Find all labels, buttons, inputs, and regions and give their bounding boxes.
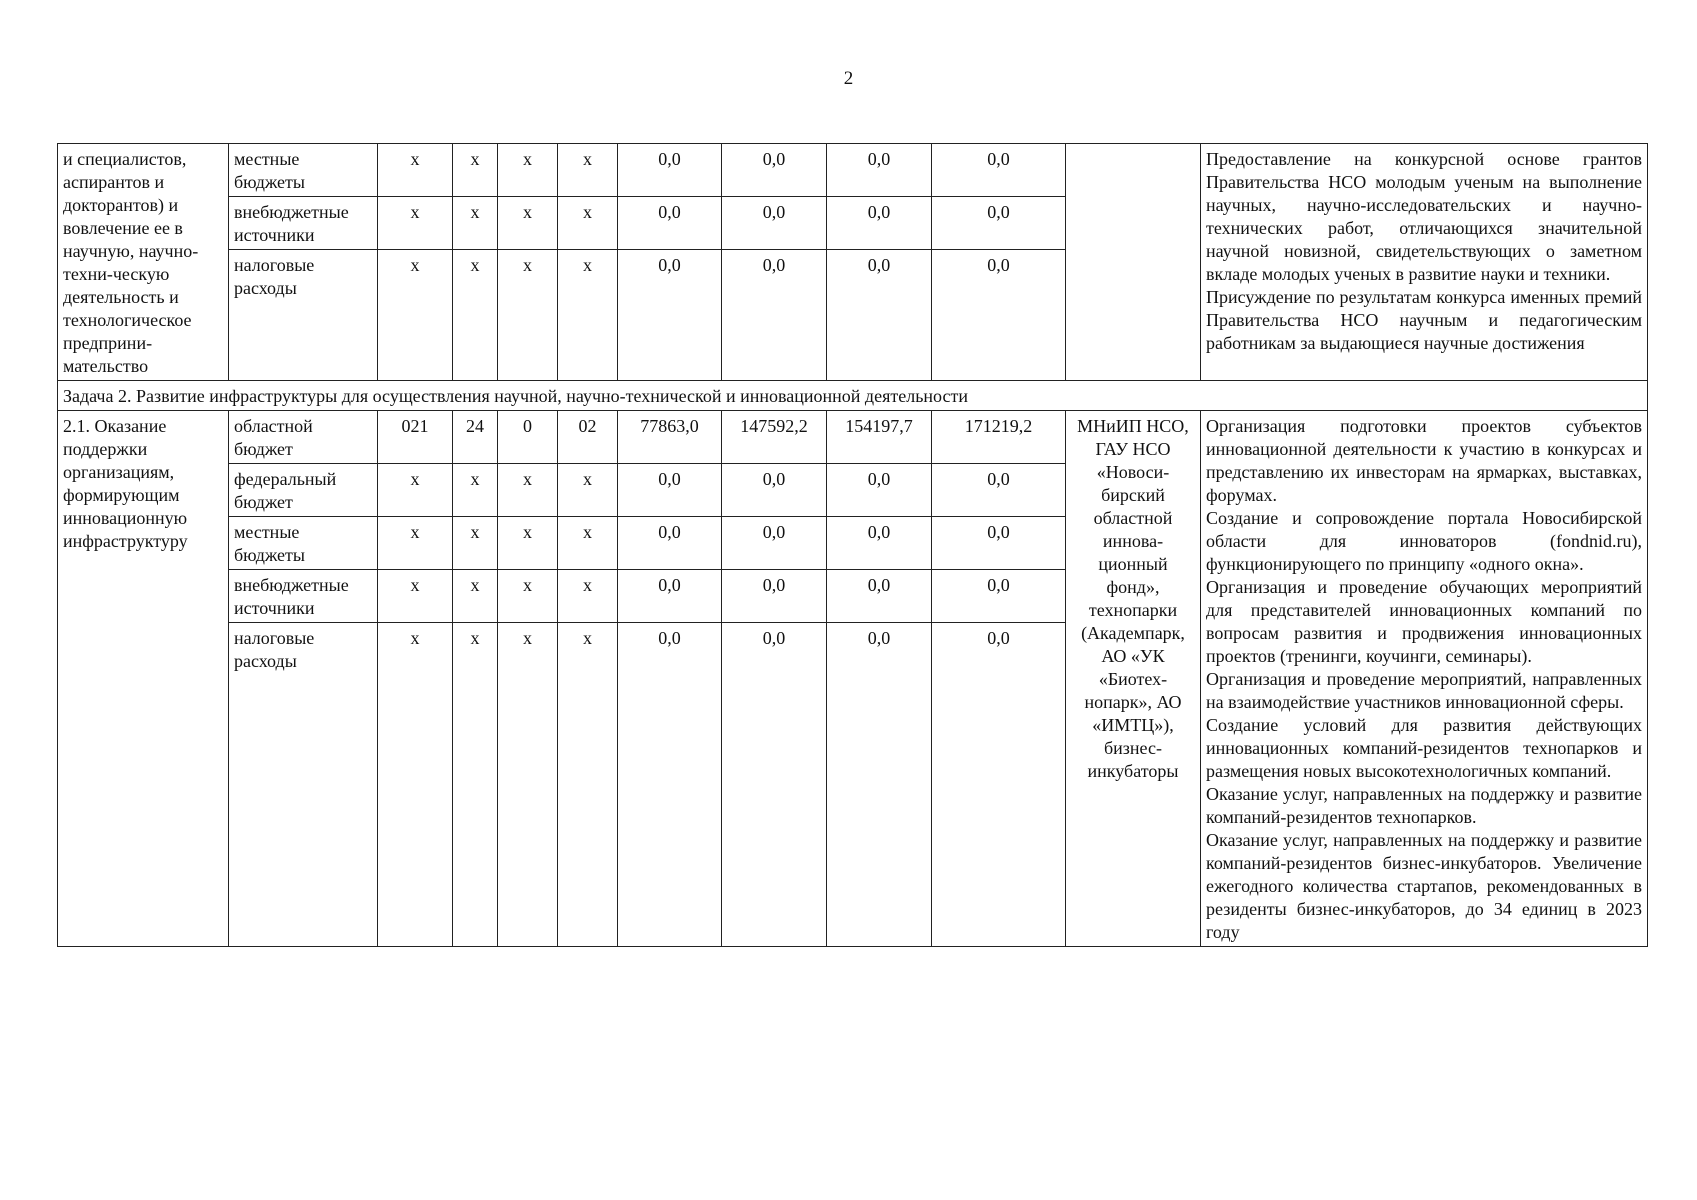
amount-cell: 0,0: [827, 144, 932, 197]
amount-cell: 0,0: [932, 197, 1066, 250]
code-cell: х: [558, 250, 618, 381]
result-item: Присуждение по результатам конкурса именных премий Правительства НСО научным и педагогическим работникам за выдающиеся научные достижения: [1206, 287, 1642, 353]
amount-cell: 0,0: [722, 197, 827, 250]
amount-cell: 77863,0: [618, 411, 722, 464]
code-cell: х: [558, 623, 618, 947]
code-cell: 24: [453, 411, 498, 464]
executor-cell: [1066, 144, 1201, 381]
result-item: Организация и проведение мероприятий, направленных на взаимодействие участников инновационной сферы.: [1206, 669, 1642, 712]
result-item: Оказание услуг, направленных на поддержку и развитие компаний-резидентов бизнес-инкубаторов. Увеличение ежегодного количества стартапов, рекомендованных в резиденты бизнес-инкубаторов, до 34 единиц в 2023 году: [1206, 830, 1642, 942]
table-row: [58, 411, 1648, 464]
amount-cell: 0,0: [932, 570, 1066, 623]
source-cell: местные бюджеты: [229, 517, 378, 570]
code-cell: х: [453, 197, 498, 250]
code-cell: х: [378, 250, 453, 381]
code-cell: х: [498, 250, 558, 381]
amount-cell: 0,0: [932, 144, 1066, 197]
amount-cell: 154197,7: [827, 411, 932, 464]
result-item: Оказание услуг, направленных на поддержку и развитие компаний-резидентов технопарков.: [1206, 784, 1642, 827]
code-cell: х: [558, 517, 618, 570]
task-heading: Задача 2. Развитие инфраструктуры для осуществления научной, научно-технической и инновационной деятельности: [58, 381, 1648, 411]
code-cell: х: [453, 517, 498, 570]
executor-cell: МНиИП НСО, ГАУ НСО «Новоси-бирский областной иннова-ционный фонд», технопарки (Академпарк, АО «УК «Биотех-нопарк», АО «ИМТЦ»), бизнес-инкубаторы: [1066, 411, 1201, 947]
code-cell: х: [558, 144, 618, 197]
measure-cell: 2.1. Оказание поддержки организациям, формирующим инновационную инфраструктуру: [58, 411, 229, 947]
code-cell: х: [378, 464, 453, 517]
source-cell: внебюджетные источники: [229, 197, 378, 250]
amount-cell: 0,0: [618, 144, 722, 197]
amount-cell: 0,0: [722, 570, 827, 623]
amount-cell: 0,0: [722, 464, 827, 517]
source-cell: внебюджетные источники: [229, 570, 378, 623]
results-cell: [1201, 144, 1648, 381]
code-cell: х: [378, 144, 453, 197]
code-cell: 0: [498, 411, 558, 464]
amount-cell: 0,0: [722, 250, 827, 381]
result-item: Создание условий для развития действующих инновационных компаний-резидентов технопарков и размещения новых высокотехнологичных компаний.: [1206, 715, 1642, 781]
amount-cell: 171219,2: [932, 411, 1066, 464]
code-cell: х: [378, 570, 453, 623]
code-cell: х: [498, 464, 558, 517]
source-cell: областной бюджет: [229, 411, 378, 464]
amount-cell: 0,0: [618, 517, 722, 570]
amount-cell: 0,0: [722, 623, 827, 947]
amount-cell: 0,0: [827, 250, 932, 381]
table-row: [58, 381, 1648, 411]
code-cell: 021: [378, 411, 453, 464]
amount-cell: 0,0: [827, 197, 932, 250]
amount-cell: 0,0: [932, 623, 1066, 947]
amount-cell: 0,0: [722, 144, 827, 197]
code-cell: х: [558, 464, 618, 517]
amount-cell: 0,0: [827, 464, 932, 517]
amount-cell: 0,0: [618, 623, 722, 947]
code-cell: х: [453, 570, 498, 623]
code-cell: х: [558, 197, 618, 250]
results-cell: [1201, 411, 1648, 947]
amount-cell: 0,0: [618, 570, 722, 623]
amount-cell: 147592,2: [722, 411, 827, 464]
code-cell: х: [453, 464, 498, 517]
amount-cell: 0,0: [827, 570, 932, 623]
code-cell: х: [378, 623, 453, 947]
amount-cell: 0,0: [932, 464, 1066, 517]
amount-cell: 0,0: [618, 250, 722, 381]
result-item: Организация подготовки проектов субъектов инновационной деятельности к участию в конкурсах и представлению их инвесторам на ярмарках, выставках, форумах.: [1206, 416, 1642, 505]
code-cell: х: [498, 570, 558, 623]
page-number: 2: [843, 68, 854, 89]
source-cell: налоговые расходы: [229, 623, 378, 947]
amount-cell: 0,0: [827, 623, 932, 947]
code-cell: х: [453, 250, 498, 381]
code-cell: х: [498, 623, 558, 947]
goal-cell: и специалистов, аспирантов и докторантов) и вовлечение ее в научную, научно-техни-ческую деятельность и технологическое предприни-мательство: [58, 144, 229, 381]
result-item: Создание и сопровождение портала Новосибирской области для инноваторов (fondnid.ru), функционирующего по принципу «одного окна».: [1206, 508, 1642, 574]
code-cell: х: [453, 623, 498, 947]
result-item: Организация и проведение обучающих мероприятий для представителей инновационных компаний по вопросам развития и продвижения инновационных проектов (тренинги, коучинги, семинары).: [1206, 577, 1642, 666]
code-cell: х: [498, 144, 558, 197]
budget-table: [57, 143, 1648, 947]
table-row: [58, 144, 1648, 197]
code-cell: х: [453, 144, 498, 197]
code-cell: х: [378, 517, 453, 570]
amount-cell: 0,0: [618, 197, 722, 250]
amount-cell: 0,0: [827, 517, 932, 570]
source-cell: налоговые расходы: [229, 250, 378, 381]
amount-cell: 0,0: [618, 464, 722, 517]
amount-cell: 0,0: [722, 517, 827, 570]
code-cell: х: [378, 197, 453, 250]
amount-cell: 0,0: [932, 517, 1066, 570]
code-cell: 02: [558, 411, 618, 464]
code-cell: х: [558, 570, 618, 623]
code-cell: х: [498, 197, 558, 250]
result-item: Предоставление на конкурсной основе грантов Правительства НСО молодым ученым на выполнение научных, научно-исследовательских и научно-технических работ, отличающихся значительной научной новизной, свидетельствующих о заметном вкладе молодых ученых в развитие науки и техники.: [1206, 149, 1642, 284]
amount-cell: 0,0: [932, 250, 1066, 381]
code-cell: х: [498, 517, 558, 570]
source-cell: федеральный бюджет: [229, 464, 378, 517]
source-cell: местные бюджеты: [229, 144, 378, 197]
